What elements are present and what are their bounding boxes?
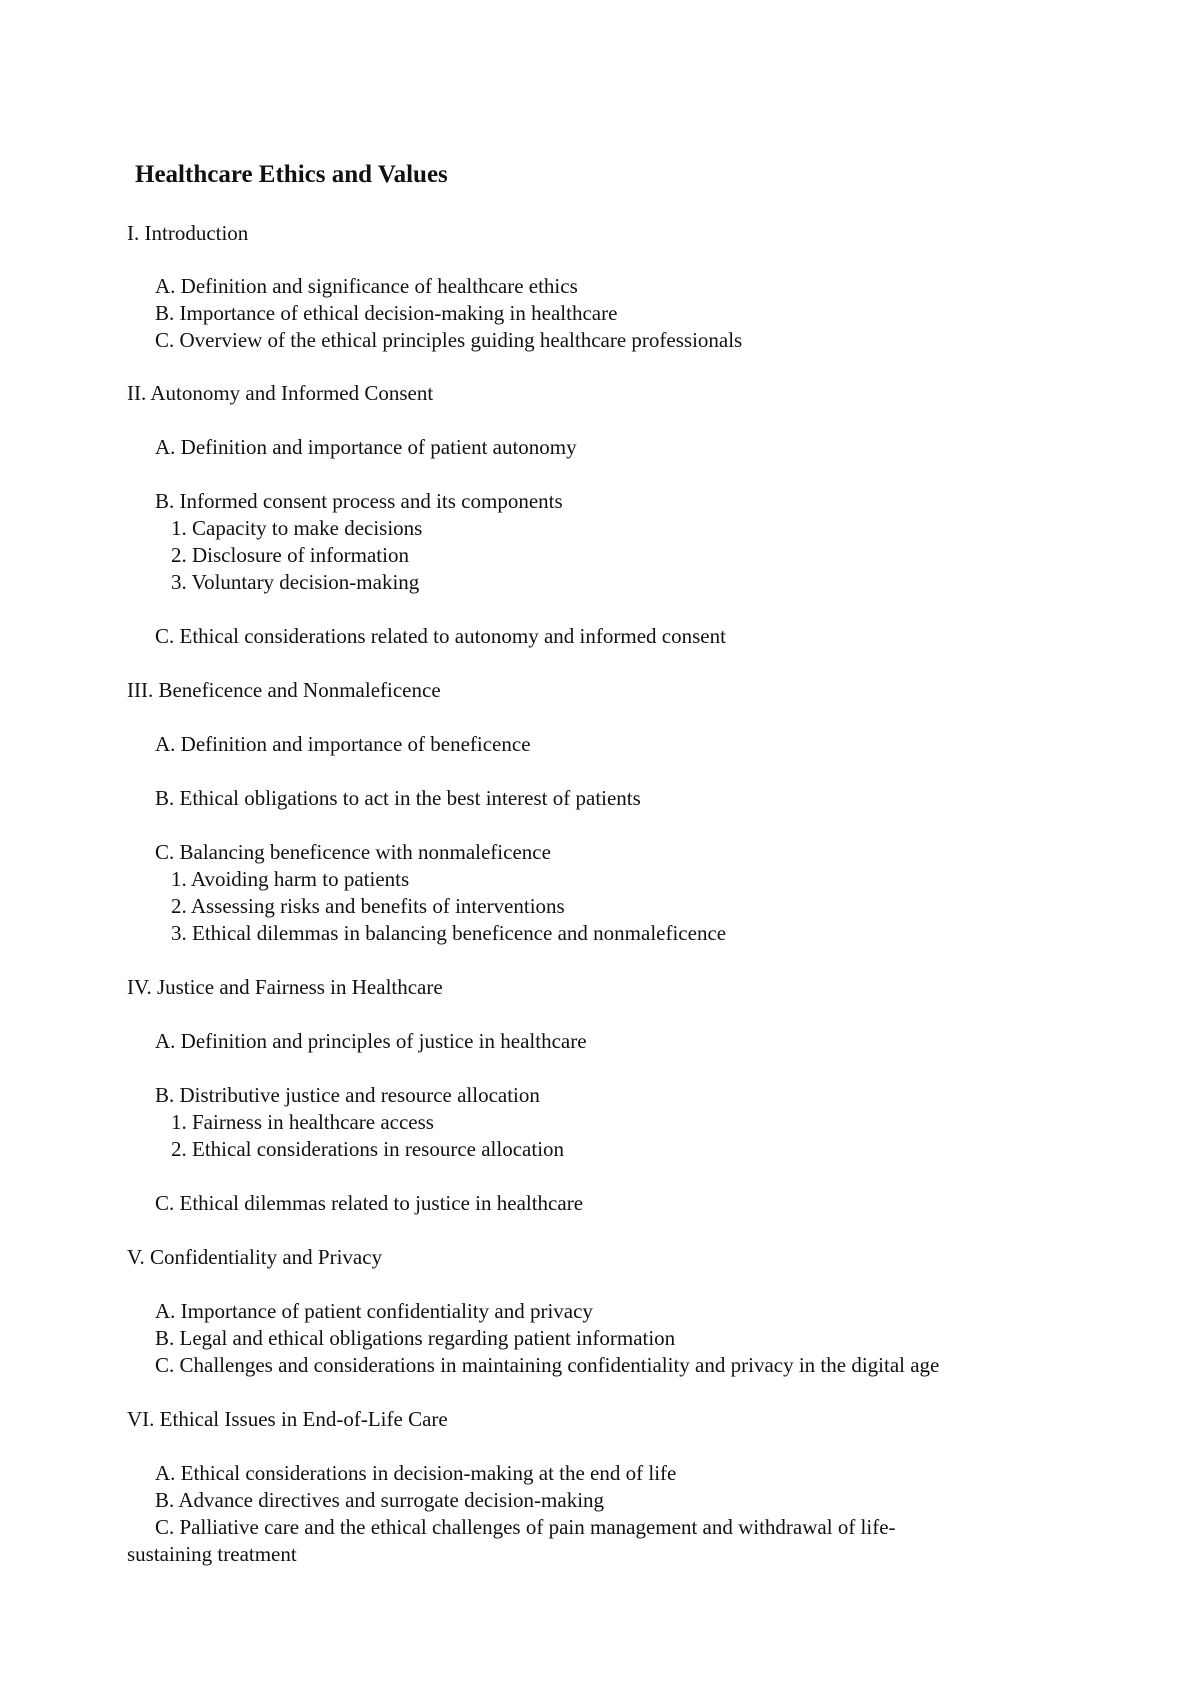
- list-item: 3. Voluntary decision-making: [171, 570, 420, 594]
- list-item: 1. Fairness in healthcare access: [171, 1110, 434, 1134]
- list-item: 1. Capacity to make decisions: [171, 516, 423, 540]
- section-heading: I. Introduction: [127, 221, 249, 245]
- subsection-item: A. Definition and principles of justice in healthcare: [155, 1029, 587, 1053]
- subsection-item: C. Ethical dilemmas related to justice in healthcare: [155, 1191, 584, 1215]
- subsection-item: A. Ethical considerations in decision-making at the end of life: [155, 1461, 677, 1485]
- list-item: 3. Ethical dilemmas in balancing beneficence and nonmaleficence: [171, 921, 727, 945]
- subsection-item: B. Importance of ethical decision-making in healthcare: [155, 301, 618, 325]
- section-heading: III. Beneficence and Nonmaleficence: [127, 678, 441, 702]
- subsection-item: B. Advance directives and surrogate decision-making: [155, 1488, 605, 1512]
- subsection-item: A. Definition and importance of patient autonomy: [155, 435, 577, 459]
- list-item: 1. Avoiding harm to patients: [171, 867, 410, 891]
- subsection-item: C. Balancing beneficence with nonmaleficence: [155, 840, 551, 864]
- subsection-item: B. Distributive justice and resource allocation: [155, 1083, 540, 1107]
- subsection-item: A. Definition and importance of beneficence: [155, 732, 531, 756]
- list-item: 2. Assessing risks and benefits of interventions: [171, 894, 565, 918]
- list-item: 2. Disclosure of information: [171, 543, 409, 567]
- section-heading: IV. Justice and Fairness in Healthcare: [127, 975, 443, 999]
- subsection-item: C. Overview of the ethical principles guiding healthcare professionals: [155, 328, 743, 352]
- document-title: Healthcare Ethics and Values: [135, 161, 448, 188]
- section-heading: II. Autonomy and Informed Consent: [127, 381, 434, 405]
- subsection-continuation: sustaining treatment: [127, 1542, 297, 1566]
- subsection-item: C. Challenges and considerations in maintaining confidentiality and privacy in the digital age: [155, 1353, 940, 1377]
- section-heading: VI. Ethical Issues in End-of-Life Care: [127, 1407, 448, 1431]
- subsection-item: C. Ethical considerations related to autonomy and informed consent: [155, 624, 726, 648]
- section-heading: V. Confidentiality and Privacy: [127, 1245, 383, 1269]
- subsection-item: C. Palliative care and the ethical challenges of pain management and withdrawal of life-: [155, 1515, 896, 1539]
- subsection-item: A. Importance of patient confidentiality and privacy: [155, 1299, 593, 1323]
- list-item: 2. Ethical considerations in resource allocation: [171, 1137, 565, 1161]
- subsection-item: B. Informed consent process and its components: [155, 489, 563, 513]
- subsection-item: A. Definition and significance of healthcare ethics: [155, 274, 578, 298]
- subsection-item: B. Legal and ethical obligations regarding patient information: [155, 1326, 676, 1350]
- subsection-item: B. Ethical obligations to act in the best interest of patients: [155, 786, 641, 810]
